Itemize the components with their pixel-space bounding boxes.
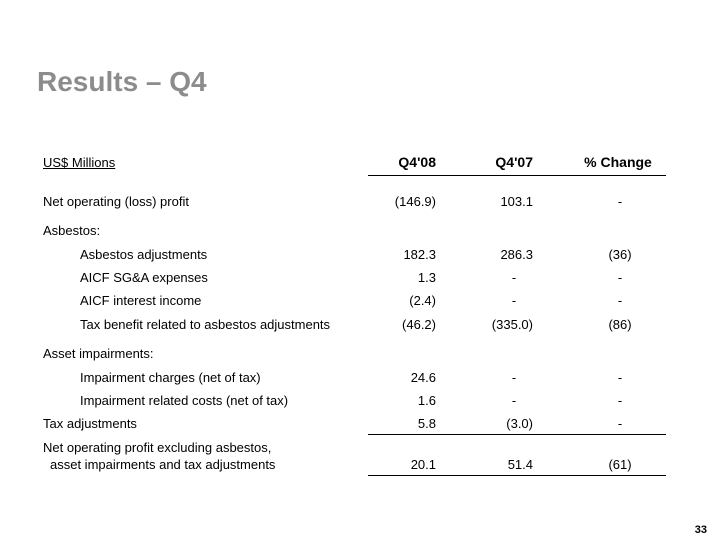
row-label: Net operating (loss) profit xyxy=(43,194,189,209)
row-label: AICF interest income xyxy=(80,293,202,308)
row-value-q407: 286.3 xyxy=(500,247,533,262)
header-col-change: % Change xyxy=(584,154,652,170)
row-value-q407: (335.0) xyxy=(491,317,533,332)
row-value-change: - xyxy=(617,416,623,431)
row-section-label: Asset impairments: xyxy=(43,346,154,361)
row-value-q407: (3.0) xyxy=(506,416,533,431)
row-section-label: Asbestos: xyxy=(43,223,101,238)
row-value-q407: - xyxy=(511,270,517,285)
row-label: Impairment charges (net of tax) xyxy=(80,370,261,385)
header-col-q407: Q4'07 xyxy=(495,154,533,170)
subtotal-rule xyxy=(368,434,666,435)
row-label: Net operating profit excluding asbestos, xyxy=(43,440,272,455)
row-value-q407: - xyxy=(511,293,517,308)
row-value-change: (61) xyxy=(608,457,632,472)
row-value-change: (36) xyxy=(608,247,632,262)
row-label-continued: asset impairments and tax adjustments xyxy=(50,457,276,472)
row-label: Impairment related costs (net of tax) xyxy=(80,393,289,408)
row-value-change: - xyxy=(617,370,623,385)
total-rule xyxy=(368,475,666,476)
row-label: Asbestos adjustments xyxy=(80,247,208,262)
row-value-q408: 24.6 xyxy=(410,370,436,385)
row-label: Tax benefit related to asbestos adjustments xyxy=(80,317,331,332)
row-value-q408: 1.6 xyxy=(417,393,436,408)
row-value-change: - xyxy=(617,270,623,285)
row-value-q408: 182.3 xyxy=(403,247,436,262)
header-label: US$ Millions xyxy=(43,155,116,170)
header-col-q408: Q4'08 xyxy=(398,154,436,170)
row-value-change: - xyxy=(617,194,623,209)
row-value-change: - xyxy=(617,293,623,308)
row-value-q408: 1.3 xyxy=(417,270,436,285)
row-value-change: (86) xyxy=(608,317,632,332)
row-value-q407: - xyxy=(511,393,517,408)
row-value-q408: 5.8 xyxy=(417,416,436,431)
page-number: 33 xyxy=(694,524,707,536)
header-rule xyxy=(368,175,666,176)
row-value-q408: (2.4) xyxy=(409,293,436,308)
row-value-change: - xyxy=(617,393,623,408)
row-value-q408: 20.1 xyxy=(410,457,436,472)
row-label: Tax adjustments xyxy=(43,416,137,431)
page-title: Results – Q4 xyxy=(37,66,207,97)
row-value-q407: - xyxy=(511,370,517,385)
row-value-q408: (46.2) xyxy=(402,317,436,332)
row-value-q408: (146.9) xyxy=(394,194,436,209)
row-label: AICF SG&A expenses xyxy=(80,270,208,285)
row-value-q407: 51.4 xyxy=(507,457,533,472)
row-value-q407: 103.1 xyxy=(500,194,533,209)
